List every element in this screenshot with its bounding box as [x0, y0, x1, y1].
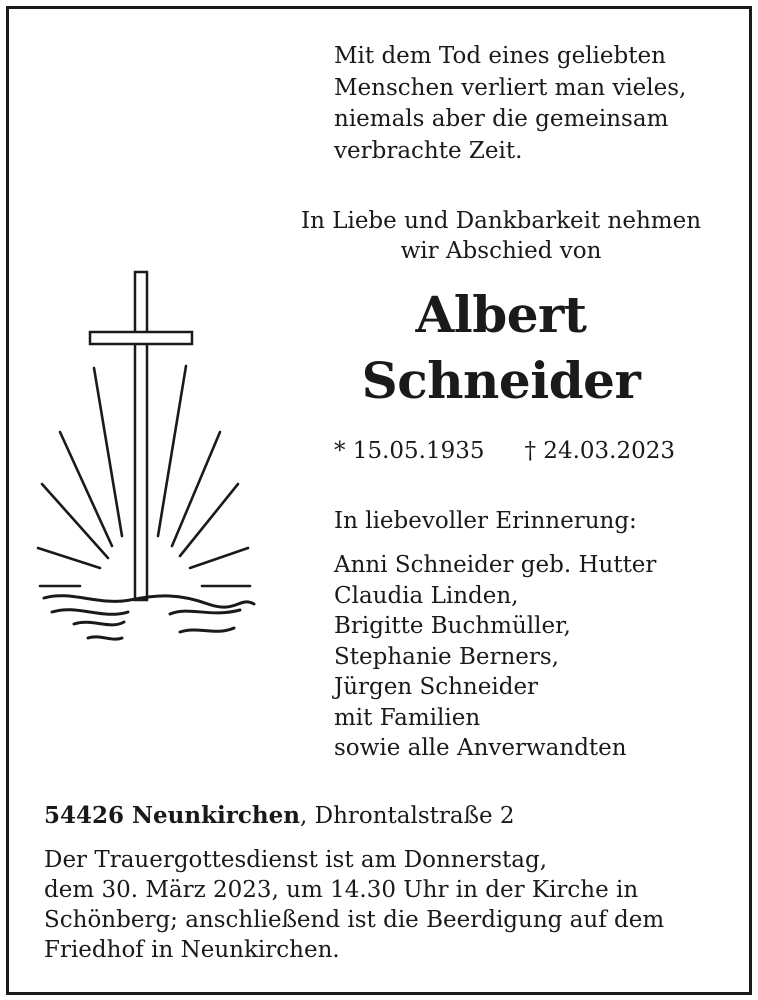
mourner-name: sowie alle Anverwandten	[334, 735, 627, 761]
address-separator: ,	[300, 803, 315, 829]
address-street: Dhrontalstraße 2	[314, 803, 515, 829]
deceased-first-name: Albert	[415, 285, 587, 344]
farewell-intro	[283, 206, 719, 266]
mourning-address	[44, 800, 515, 833]
service-line: Friedhof in Neunkirchen.	[44, 937, 340, 963]
quote-line: verbrachte Zeit.	[334, 137, 523, 164]
deceased-last-name: Schneider	[361, 351, 641, 410]
mourner-name: Jürgen Schneider	[334, 674, 539, 700]
quote-line: Menschen verliert man vieles,	[334, 74, 687, 101]
mourner-name: Anni Schneider geb. Hutter	[334, 552, 657, 578]
mourners-heading: In liebevoller Erinnerung:	[334, 508, 637, 534]
mourner-name: mit Familien	[334, 704, 481, 731]
cross-with-sunrays-icon	[30, 266, 265, 646]
address-city: 54426 Neunkirchen	[44, 802, 300, 829]
life-dates	[334, 436, 675, 468]
intro-line: In Liebe und Dankbarkeit nehmen	[300, 208, 702, 234]
mourners-list	[334, 550, 656, 764]
mourner-name: Brigitte Buchmüller,	[334, 613, 571, 639]
service-line: Schönberg; anschließend ist die Beerdigung auf dem	[44, 907, 665, 933]
quote-line: niemals aber die gemeinsam	[334, 106, 669, 132]
mourner-name: Claudia Linden,	[334, 582, 519, 609]
death-date: † 24.03.2023	[524, 438, 675, 464]
mourner-name: Stephanie Berners,	[334, 643, 559, 670]
memorial-quote	[334, 41, 686, 167]
funeral-service-info	[44, 845, 664, 965]
service-line: Der Trauergottesdienst ist am Donnerstag,	[44, 847, 548, 873]
intro-line: wir Abschied von	[400, 238, 602, 264]
birth-date: * 15.05.1935	[334, 438, 485, 464]
service-line: dem 30. März 2023, um 14.30 Uhr in der Kirche in	[44, 877, 639, 903]
quote-line: Mit dem Tod eines geliebten	[334, 43, 666, 69]
